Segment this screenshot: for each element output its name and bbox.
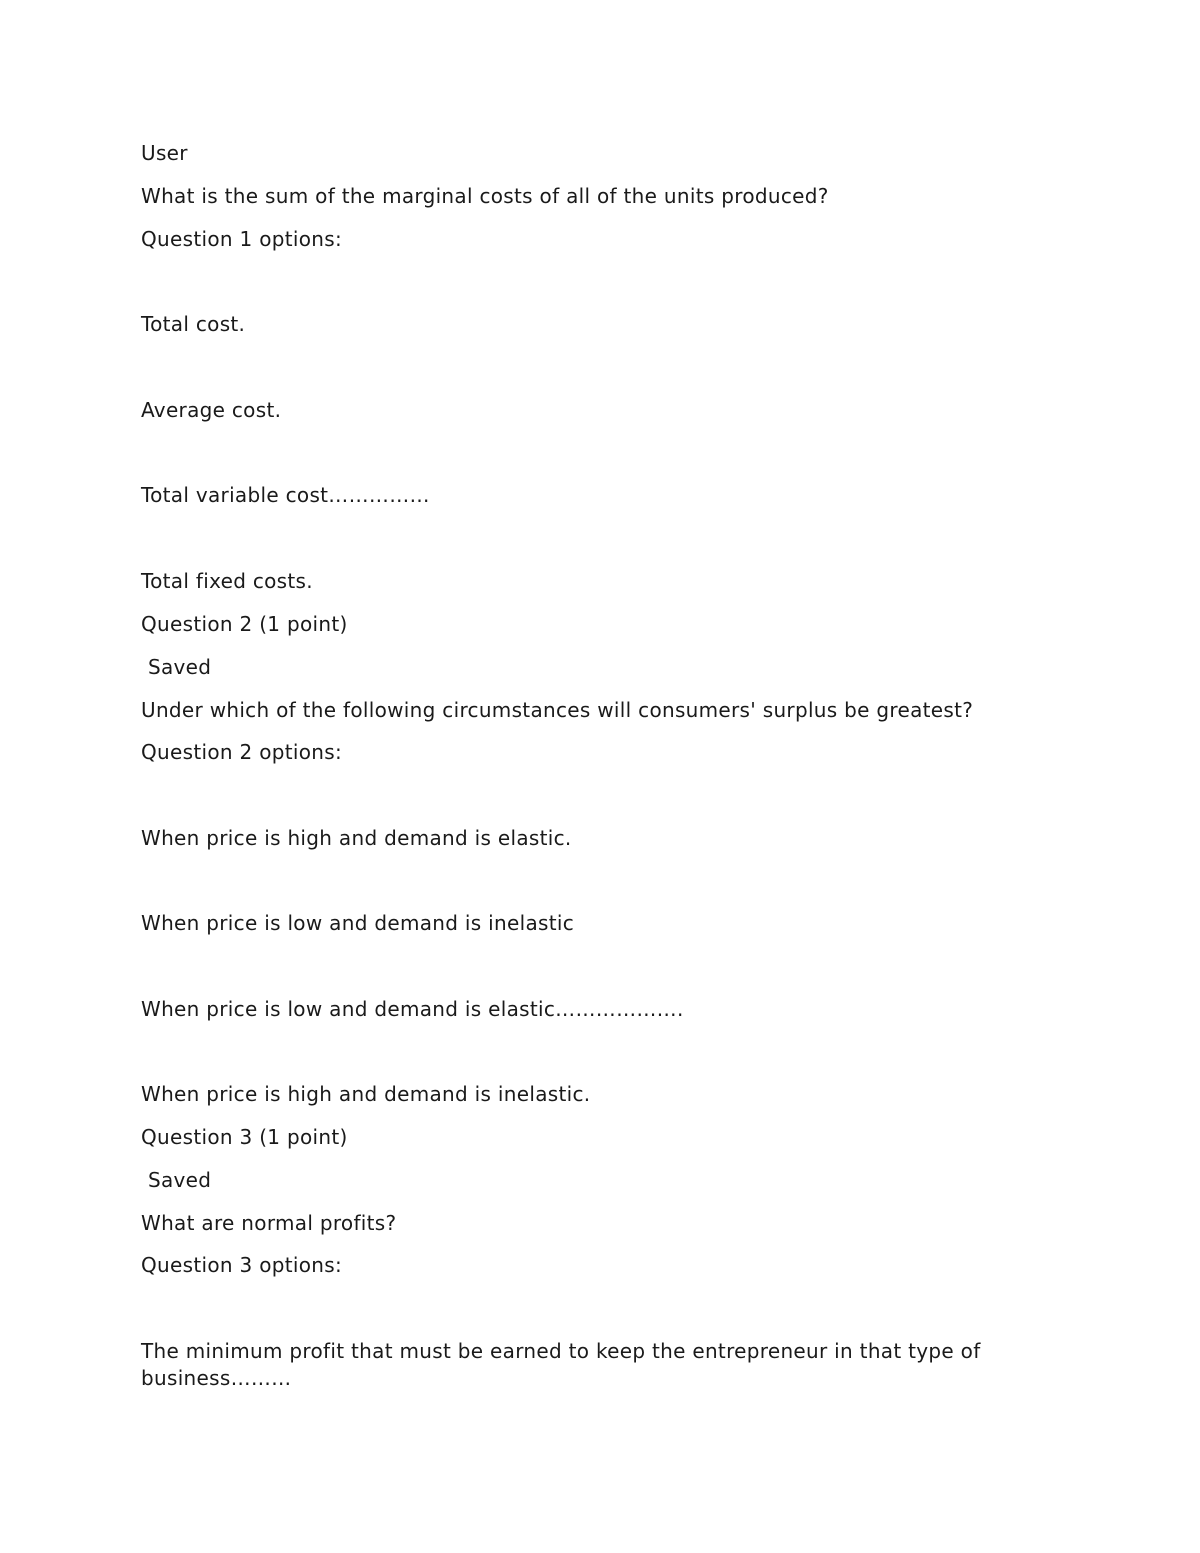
question-2-option-4: When price is high and demand is inelastic. [141,1082,591,1106]
question-2-option-2: When price is low and demand is inelastic [141,911,575,935]
question-2-saved-status: Saved [148,655,212,679]
user-label: User [141,141,188,165]
question-1-prompt: What is the sum of the marginal costs of all of the units produced? [141,184,829,208]
question-2-header: Question 2 (1 point) [141,612,348,636]
question-3-options-label: Question 3 options: [141,1253,342,1277]
question-2-option-1: When price is high and demand is elastic. [141,826,572,850]
question-2-option-3: When price is low and demand is elastic………………. [141,997,684,1021]
question-3-saved-status: Saved [148,1168,212,1192]
question-1-option-3: Total variable cost…………… [141,483,430,507]
question-1-option-4: Total fixed costs. [141,569,313,593]
question-1-options-label: Question 1 options: [141,227,342,251]
question-3-option-1: The minimum profit that must be earned to keep the entrepreneur in that type of business……… [141,1339,981,1390]
question-3-header: Question 3 (1 point) [141,1125,348,1149]
question-3-prompt: What are normal profits? [141,1211,397,1235]
question-2-prompt: Under which of the following circumstances will consumers' surplus be greatest? [141,698,974,722]
question-1-option-2: Average cost. [141,398,282,422]
question-2-options-label: Question 2 options: [141,740,342,764]
question-1-option-1: Total cost. [141,312,246,336]
